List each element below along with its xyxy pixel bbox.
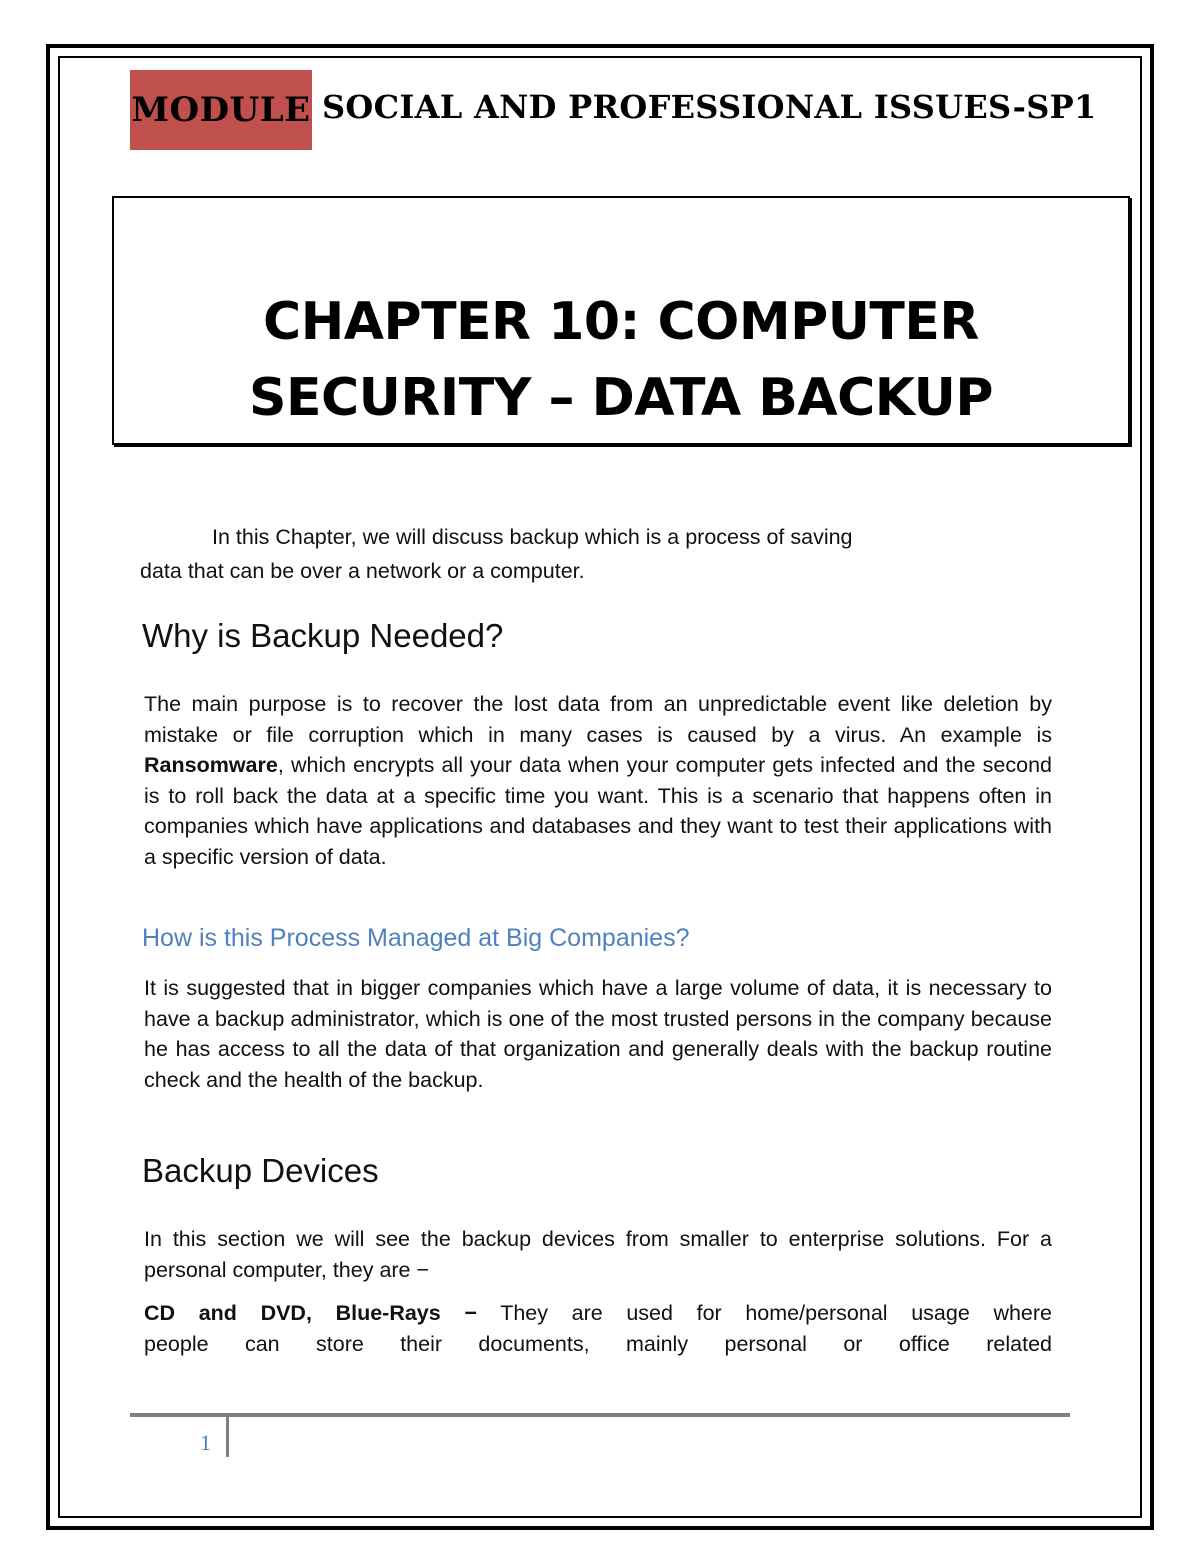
intro-line-1: In this Chapter, we will discuss backup which is a process of saving: [212, 525, 853, 549]
module-title: SOCIAL AND PROFESSIONAL ISSUES-SP1: [322, 88, 1097, 126]
chapter-title-box: [112, 196, 1130, 445]
intro-paragraph: [140, 520, 1020, 588]
cd-dvd-line-1: CD and DVD, Blue-Rays − They are used for home/personal usage where: [144, 1301, 1053, 1325]
heading-backup-devices: Backup Devices: [142, 1152, 379, 1189]
intro-line-2: data that can be over a network or a computer.: [140, 559, 585, 583]
ransomware-term: Ransomware: [144, 753, 278, 777]
module-label: MODULE: [131, 90, 311, 130]
heading-why-backup: Why is Backup Needed?: [142, 617, 504, 654]
why-backup-paragraph: The main purpose is to recover the lost data from an unpredictable event like deletion by mistake or file corruption which in many cases is caused by a virus. An example is Ransomware, which encrypts all your data when your computer gets infected and the second is to roll back the data at a specific time you want. This is a scenario that happens often in companies which have applications and databases and they want to test their applications with a specific version of data.: [144, 692, 1052, 869]
module-badge: [130, 70, 312, 150]
chapter-title-line-2: SECURITY – DATA BACKUP: [249, 368, 993, 428]
footer-rule: [130, 1413, 1070, 1417]
chapter-title-line-1: CHAPTER 10: COMPUTER: [263, 292, 979, 352]
heading-big-companies: How is this Process Managed at Big Companies?: [142, 924, 690, 952]
chapter-title: [114, 284, 1128, 436]
cd-dvd-line-2: people can store their documents, mainly personal or office related: [144, 1331, 1052, 1356]
cd-dvd-item: [144, 1298, 1052, 1359]
cd-dvd-term: CD and DVD, Blue-Rays −: [144, 1301, 477, 1325]
page-number: 1: [200, 1430, 211, 1455]
footer-divider: [226, 1413, 229, 1457]
big-companies-paragraph: It is suggested that in bigger companies which have a large volume of data, it is necessary to have a backup administrator, which is one of the most trusted persons in the company because he has access to all the data of that organization and generally deals with the backup routine check and the health of the backup.: [144, 976, 1052, 1092]
backup-devices-paragraph: In this section we will see the backup devices from smaller to enterprise solutions. For a personal computer, they are −: [144, 1227, 1052, 1282]
